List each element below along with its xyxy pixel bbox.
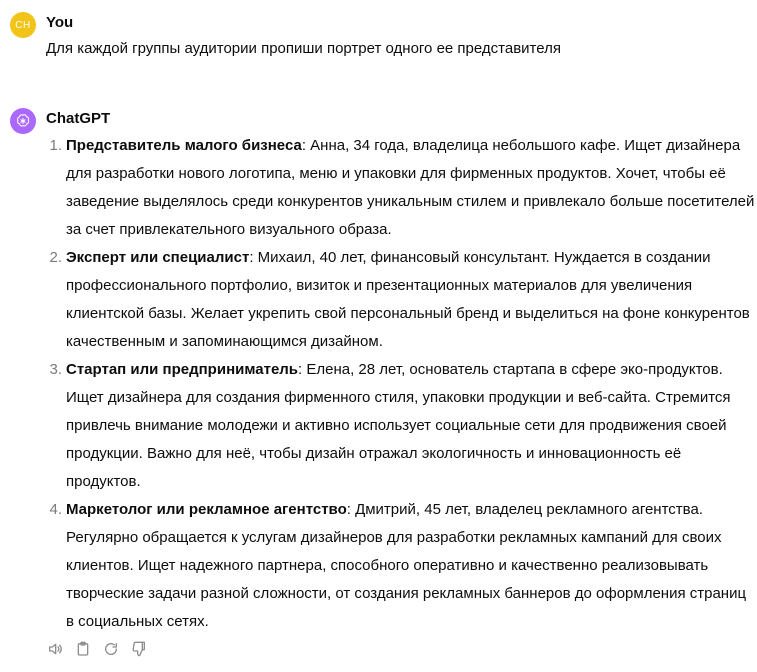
- refresh-icon: [103, 641, 119, 657]
- assistant-author-name: ChatGPT: [46, 110, 111, 127]
- list-item-title: Эксперт или специалист: [66, 249, 250, 266]
- clipboard-icon: [75, 641, 91, 657]
- list-item-number: 4.: [49, 501, 62, 518]
- list-item-number: 1.: [49, 137, 62, 154]
- speaker-icon: [47, 641, 63, 657]
- list-item: [49, 244, 756, 356]
- list-item: [49, 132, 756, 244]
- thumbs-down-icon: [131, 641, 147, 657]
- copy-button[interactable]: [74, 640, 92, 658]
- message-actions: [46, 640, 148, 658]
- list-item-title: Представитель малого бизнеса: [66, 137, 302, 154]
- list-item-text: : Анна, 34 года, владелица небольшого кафе. Ищет дизайнера для разработки нового логотипа, меню и упаковки для фирменных продуктов. Хочет, чтобы её заведение выделялось среди конкурентов уникальным стилем и привлекало больше посетителей за счет привлекательного визуального образа.: [66, 137, 755, 238]
- answer-list: [49, 132, 756, 636]
- list-item-text: : Дмитрий, 45 лет, владелец рекламного агентства. Регулярно обращается к услугам дизайнеров для разработки рекламных кампаний для своих клиентов. Ищет надежного партнера, способного оперативно и качественно реализовывать творческие задачи разной сложности, от создания рекламных баннеров до оформления страниц в социальных сетях.: [66, 501, 747, 630]
- list-item-title: Маркетолог или рекламное агентство: [66, 501, 347, 518]
- list-item: [49, 496, 756, 636]
- list-item-title: Стартап или предприниматель: [66, 361, 299, 378]
- list-item-text: : Михаил, 40 лет, финансовый консультант. Нуждается в создании профессионального портфолио, визиток и презентационных материалов для увеличения клиентской базы. Желает укрепить свой персональный бренд и выделиться на фоне конкурентов качественным и запоминающимся дизайном.: [66, 249, 750, 350]
- chatgpt-avatar: [10, 108, 36, 134]
- list-item: [49, 356, 756, 496]
- regenerate-button[interactable]: [102, 640, 120, 658]
- list-item-number: 2.: [49, 249, 62, 266]
- user-author-name: You: [46, 14, 74, 31]
- read-aloud-button[interactable]: [46, 640, 64, 658]
- list-item-text: : Елена, 28 лет, основатель стартапа в сфере эко-продуктов. Ищет дизайнера для создания фирменного стиля, упаковки продукции и веб-сайта. Стремится привлечь внимание молодежи и активно использует социальные сети для продвижения своей продукции. Важно для неё, чтобы дизайн отражал экологичность и инновационность её продуктов.: [66, 361, 731, 490]
- user-avatar: CH: [10, 12, 36, 38]
- user-message-text: Для каждой группы аудитории пропиши портрет одного ее представителя: [46, 40, 561, 57]
- chatgpt-logo-icon: [15, 113, 31, 129]
- list-item-number: 3.: [49, 361, 62, 378]
- bad-response-button[interactable]: [130, 640, 148, 658]
